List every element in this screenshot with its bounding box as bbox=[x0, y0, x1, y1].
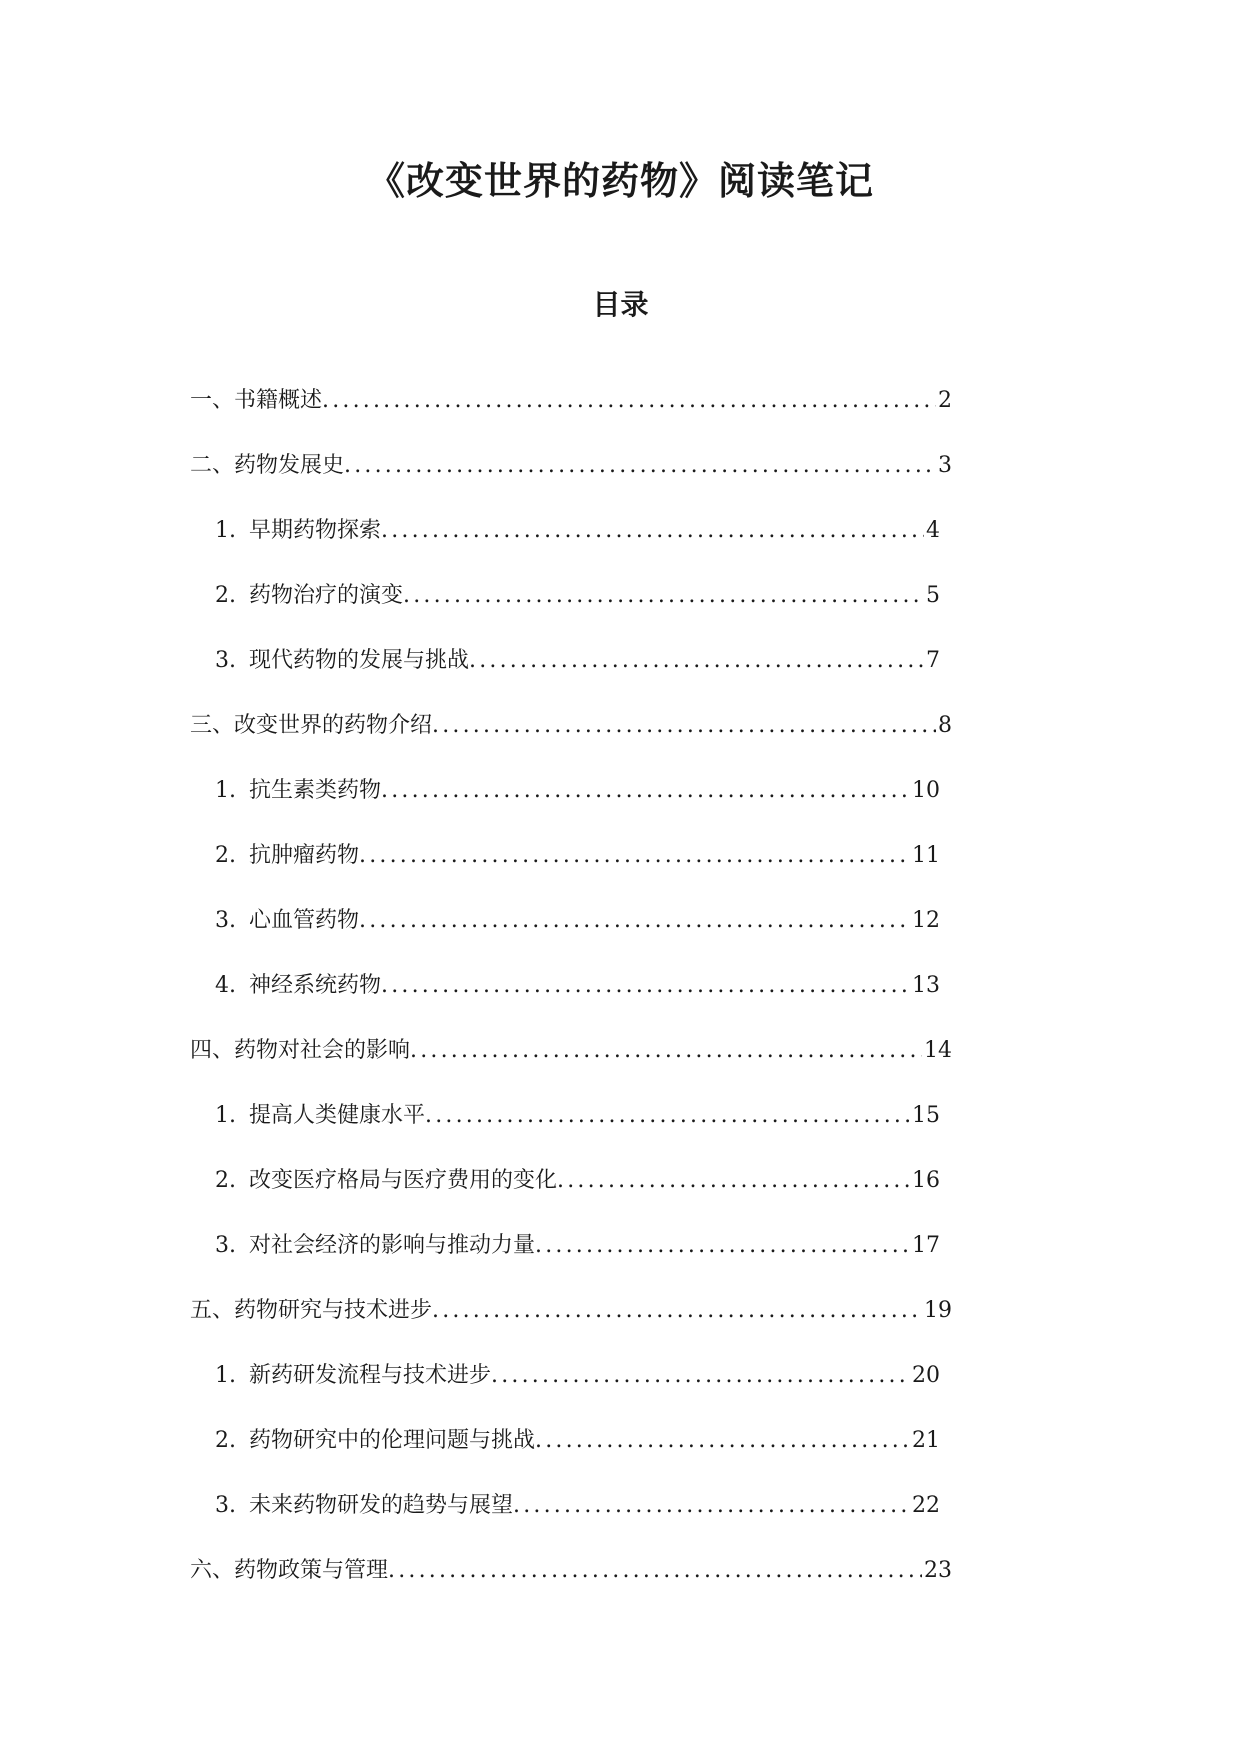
toc-dot-leader bbox=[322, 386, 936, 416]
toc-entry-text: 药物研究中的伦理问题与挑战 bbox=[249, 1428, 536, 1453]
toc-dot-leader bbox=[359, 906, 910, 936]
toc-entry-page-number: 16 bbox=[912, 1168, 940, 1193]
toc-dot-leader bbox=[535, 1231, 910, 1261]
toc-entry[interactable] bbox=[190, 386, 952, 451]
toc-dot-leader bbox=[432, 1296, 922, 1326]
toc-entry-number: 1. bbox=[215, 778, 236, 803]
toc-entry-text: 提高人类健康水平 bbox=[249, 1103, 426, 1128]
toc-entry-text: 未来药物研发的趋势与展望 bbox=[249, 1493, 514, 1518]
toc-entry-number: 3. bbox=[215, 1493, 236, 1518]
toc-entry[interactable] bbox=[215, 841, 940, 906]
toc-entry-page-number: 12 bbox=[912, 908, 940, 933]
toc-entry-page-number: 11 bbox=[912, 843, 940, 868]
toc-entry-page-number: 17 bbox=[912, 1233, 940, 1258]
toc-heading: 目录 bbox=[592, 288, 649, 321]
toc-entry-text: 早期药物探索 bbox=[249, 518, 382, 543]
toc-entry[interactable] bbox=[215, 1166, 940, 1231]
toc-dot-leader bbox=[491, 1361, 910, 1391]
toc-entry-text: 改变医疗格局与医疗费用的变化 bbox=[249, 1168, 558, 1193]
toc-entry-text: 抗肿瘤药物 bbox=[249, 843, 360, 868]
toc-entry-number: 3. bbox=[215, 908, 236, 933]
toc-entry-page-number: 7 bbox=[926, 648, 940, 673]
toc-dot-leader bbox=[381, 971, 910, 1001]
toc-entry[interactable] bbox=[215, 1101, 940, 1166]
toc-entry-number: 1. bbox=[215, 1103, 236, 1128]
table-of-contents bbox=[0, 386, 1241, 1621]
toc-dot-leader bbox=[359, 841, 910, 871]
toc-entry[interactable] bbox=[215, 971, 940, 1036]
toc-entry[interactable] bbox=[215, 581, 940, 646]
toc-entry-page-number: 13 bbox=[912, 973, 940, 998]
toc-entry[interactable] bbox=[190, 711, 952, 776]
document-title: 《改变世界的药物》阅读笔记 bbox=[366, 158, 874, 203]
toc-entry[interactable] bbox=[215, 776, 940, 841]
toc-dot-leader bbox=[403, 581, 924, 611]
toc-entry[interactable] bbox=[190, 451, 952, 516]
toc-entry-page-number: 22 bbox=[912, 1493, 940, 1518]
toc-dot-leader bbox=[381, 776, 910, 806]
toc-entry[interactable] bbox=[215, 1231, 940, 1296]
toc-entry[interactable] bbox=[190, 1556, 952, 1621]
toc-dot-leader bbox=[469, 646, 924, 676]
toc-entry-text: 药物治疗的演变 bbox=[249, 583, 404, 608]
toc-entry[interactable] bbox=[215, 1491, 940, 1556]
toc-entry-page-number: 2 bbox=[938, 388, 952, 413]
toc-entry-number: 4. bbox=[215, 973, 236, 998]
toc-entry-number: 1. bbox=[215, 1363, 236, 1388]
toc-entry-page-number: 14 bbox=[924, 1038, 952, 1063]
toc-entry-text: 心血管药物 bbox=[249, 908, 360, 933]
toc-entry-page-number: 10 bbox=[912, 778, 940, 803]
toc-dot-leader bbox=[410, 1036, 922, 1066]
toc-entry-page-number: 21 bbox=[912, 1428, 940, 1453]
toc-entry-number: 3. bbox=[215, 648, 236, 673]
toc-entry-page-number: 3 bbox=[938, 453, 952, 478]
toc-entry-page-number: 19 bbox=[924, 1298, 952, 1323]
toc-entry-page-number: 23 bbox=[924, 1558, 952, 1583]
toc-entry[interactable] bbox=[215, 1426, 940, 1491]
toc-entry[interactable] bbox=[215, 516, 940, 581]
toc-entry-text: 四、药物对社会的影响 bbox=[190, 1038, 411, 1063]
toc-entry-text: 神经系统药物 bbox=[249, 973, 382, 998]
toc-entry-page-number: 15 bbox=[912, 1103, 940, 1128]
toc-entry-number: 2. bbox=[215, 843, 236, 868]
toc-entry[interactable] bbox=[215, 906, 940, 971]
toc-entry[interactable] bbox=[190, 1296, 952, 1361]
toc-dot-leader bbox=[557, 1166, 910, 1196]
toc-dot-leader bbox=[344, 451, 936, 481]
toc-entry-page-number: 8 bbox=[938, 713, 952, 738]
toc-entry-text: 六、药物政策与管理 bbox=[190, 1558, 389, 1583]
toc-dot-leader bbox=[513, 1491, 910, 1521]
toc-dot-leader bbox=[425, 1101, 910, 1131]
toc-entry-page-number: 5 bbox=[926, 583, 940, 608]
toc-dot-leader bbox=[432, 711, 936, 741]
toc-entry-number: 1. bbox=[215, 518, 236, 543]
toc-entry-number: 2. bbox=[215, 1168, 236, 1193]
toc-dot-leader bbox=[381, 516, 924, 546]
toc-entry-text: 现代药物的发展与挑战 bbox=[249, 648, 470, 673]
toc-entry-number: 3. bbox=[215, 1233, 236, 1258]
toc-entry-text: 对社会经济的影响与推动力量 bbox=[249, 1233, 536, 1258]
toc-entry-text: 二、药物发展史 bbox=[190, 453, 345, 478]
toc-dot-leader bbox=[535, 1426, 910, 1456]
toc-entry-page-number: 4 bbox=[926, 518, 940, 543]
toc-entry-number: 2. bbox=[215, 1428, 236, 1453]
toc-entry-text: 抗生素类药物 bbox=[249, 778, 382, 803]
toc-entry[interactable] bbox=[215, 646, 940, 711]
toc-entry[interactable] bbox=[215, 1361, 940, 1426]
toc-entry-text: 新药研发流程与技术进步 bbox=[249, 1363, 492, 1388]
toc-entry-text: 一、书籍概述 bbox=[190, 388, 323, 413]
toc-entry-number: 2. bbox=[215, 583, 236, 608]
toc-dot-leader bbox=[388, 1556, 922, 1586]
toc-entry[interactable] bbox=[190, 1036, 952, 1101]
toc-entry-text: 三、改变世界的药物介绍 bbox=[190, 713, 433, 738]
toc-entry-page-number: 20 bbox=[912, 1363, 940, 1388]
toc-entry-text: 五、药物研究与技术进步 bbox=[190, 1298, 433, 1323]
